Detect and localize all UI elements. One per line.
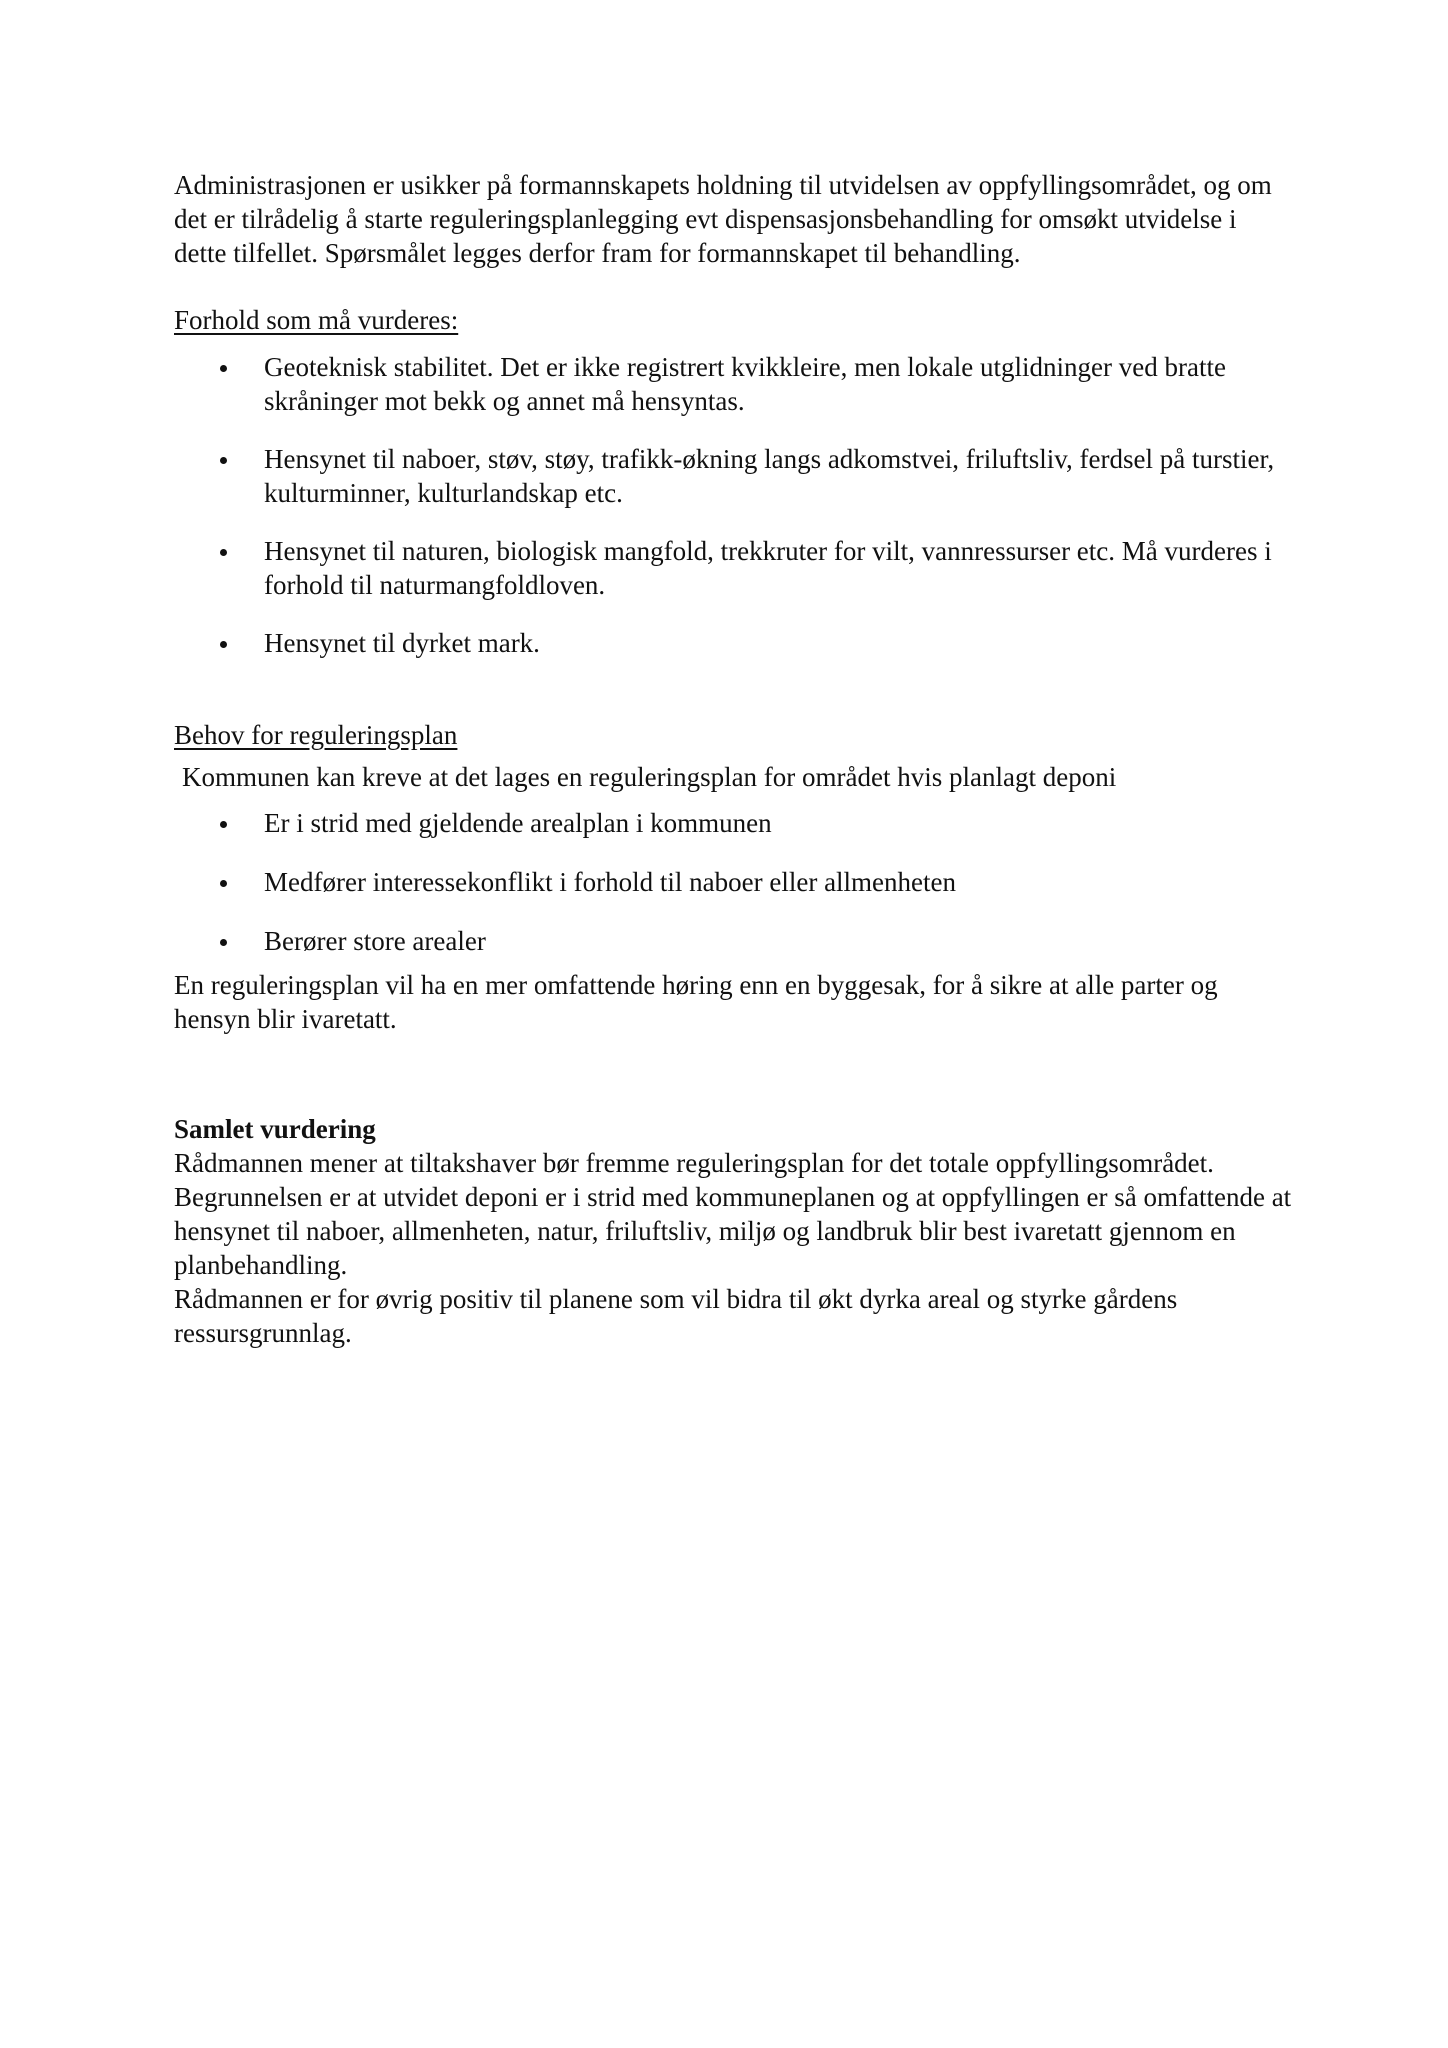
bullet-icon	[220, 365, 227, 372]
document-page	[174, 168, 1294, 1350]
forhold-list	[174, 350, 1294, 660]
behov-closing: En reguleringsplan vil ha en mer omfattende høring enn en byggesak, for å sikre at alle parter og hensyn blir ivaretatt.	[174, 970, 1218, 1034]
forhold-item-1	[174, 350, 1294, 418]
forhold-item-3	[174, 534, 1294, 602]
behov-item-3	[174, 924, 1294, 958]
forhold-item-text: Hensynet til naturen, biologisk mangfold, trekkruter for vilt, vannressurser etc. Må vurderes i forhold til naturmangfoldloven.	[264, 536, 1272, 600]
forhold-item-text: Geoteknisk stabilitet. Det er ikke registrert kvikkleire, men lokale utglidninger ved bratte skråninger mot bekk og annet må hensyntas.	[264, 352, 1226, 416]
bullet-icon	[220, 641, 227, 648]
behov-item-text: Medfører interessekonflikt i forhold til naboer eller allmenheten	[264, 867, 957, 897]
forhold-item-4	[174, 626, 1294, 660]
samlet-heading: Samlet vurdering	[174, 1114, 376, 1144]
bullet-icon	[220, 939, 227, 946]
bullet-icon	[220, 549, 227, 556]
bullet-icon	[220, 880, 227, 887]
behov-list	[174, 806, 1294, 958]
behov-item-2	[174, 865, 1294, 899]
samlet-paragraph-2: Rådmannen er for øvrig positiv til planene som vil bidra til økt dyrka areal og styrke gårdens ressursgrunnlag.	[174, 1284, 1178, 1348]
intro-paragraph: Administrasjonen er usikker på formannskapets holdning til utvidelsen av oppfyllingsområdet, og om det er tilrådelig å starte reguleringsplanlegging evt dispensasjonsbehandling for omsøkt utvidelse i dette tilfellet. Spørsmålet legges derfor fram for formannskapet til behandling.	[174, 170, 1272, 268]
forhold-heading: Forhold som må vurderes:	[174, 305, 459, 335]
forhold-item-2	[174, 442, 1294, 510]
samlet-paragraph-1: Rådmannen mener at tiltakshaver bør fremme reguleringsplan for det totale oppfyllingsområdet. Begrunnelsen er at utvidet deponi er i strid med kommuneplanen og at oppfyllingen er så omfattende at hensynet til naboer, allmenheten, natur, friluftsliv, miljø og landbruk blir best ivaretatt gjennom en planbehandling.	[174, 1148, 1292, 1280]
behov-item-text: Berører store arealer	[264, 926, 486, 956]
forhold-item-text: Hensynet til dyrket mark.	[264, 628, 540, 658]
bullet-icon	[220, 821, 227, 828]
behov-heading: Behov for reguleringsplan	[174, 720, 458, 750]
bullet-icon	[220, 457, 227, 464]
behov-item-text: Er i strid med gjeldende arealplan i kommunen	[264, 808, 772, 838]
behov-lead: Kommunen kan kreve at det lages en reguleringsplan for området hvis planlagt deponi	[182, 762, 1117, 792]
forhold-item-text: Hensynet til naboer, støv, støy, trafikk-økning langs adkomstvei, friluftsliv, ferdsel på turstier, kulturminner, kulturlandskap etc.	[264, 444, 1275, 508]
behov-item-1	[174, 806, 1294, 840]
